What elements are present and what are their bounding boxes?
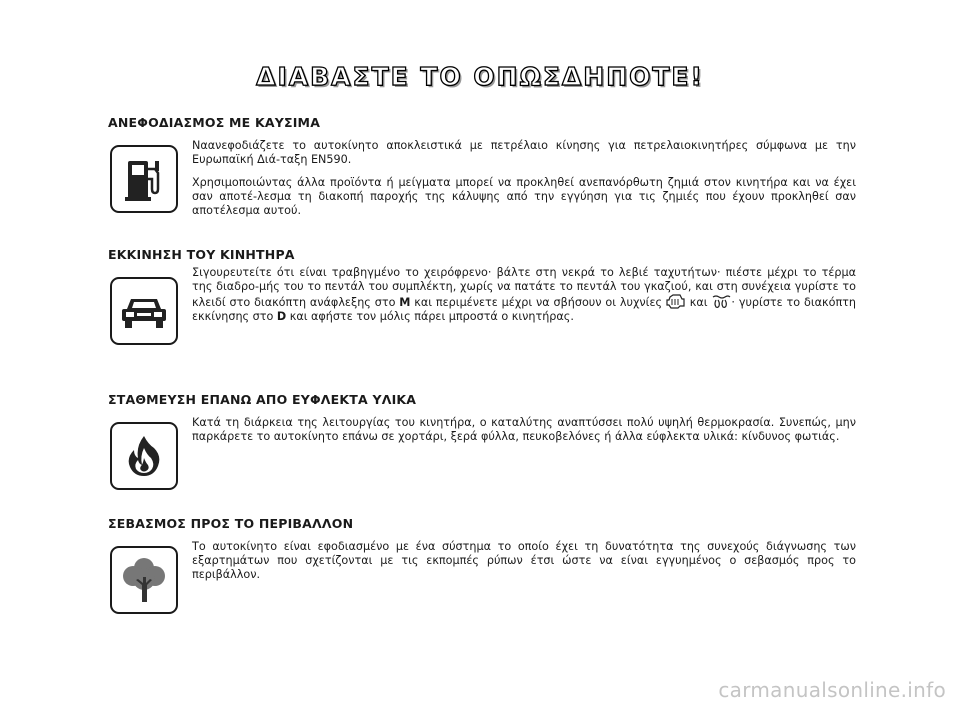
section-heading-parking: ΣΤΑΘΜΕΥΣΗ ΕΠΑΝΩ ΑΠΟ ΕΥΦΛΕΚΤΑ ΥΛΙΚΑ [108,392,417,407]
engine-paragraph [192,266,856,324]
parking-icon-box [110,422,178,490]
ignition-position-m: M [399,296,411,309]
fuel-paragraph-1: Ναανεφοδιάζετε το αυτοκίνητο αποκλειστικά με πετρέλαιο κίνησης για πετρελαιοκινητήρες σύμφωνα με την Ευρωπαϊκή Διά-ταξη EN590. [192,139,856,166]
car-icon [119,291,169,331]
engine-text-part-2: και περιμένετε μέχρι να σβήσουν οι λυχνίες [410,296,666,309]
fuel-paragraph-2: Χρησιμοποιώντας άλλα προϊόντα ή μείγματα μπορεί να προκληθεί ανεπανόρθωτη ζημιά στον κινητήρα και να έχει σαν αποτέ-λεσμα τη διακοπή παροχής της κάλυψης από την εγγύηση για τις ζημιές που έχουν προκληθεί σαν αποτέλεσμα αυτού. [192,176,856,217]
engine-icon-box [110,277,178,345]
engine-text-part-1: Σιγουρευτείτε ότι είναι τραβηγμένο το χειρόφρενο· βάλτε στη νεκρά το λεβιέ ταχυτήτων· πιέστε μέχρι το τέρμα της διαδρο-μής του το πεντάλ του συμπλέκτη, χωρίς να πατάτε το πεντάλ του γκαζιού, και στη συνέχεια γυρίστε το κλειδί στο διακόπτη ανάφλεξης στο [192,266,856,309]
glow-plug-icon [711,294,731,309]
ignition-position-d: D [276,310,287,323]
environment-paragraph: Το αυτοκίνητο είναι εφοδιασμένο με ένα σύστημα το οποίο έχει τη δυνατότητα της συνεχούς διάγνωσης των εξαρτημάτων που σχετίζονται με τις εκπομπές ρύπων έτσι ώστε να είναι εγγυημένος ο σεβασμός προς το περιβάλλον. [192,540,856,581]
parking-text [192,416,856,453]
environment-icon-box [110,546,178,614]
fire-icon [124,434,164,478]
page-title: ΔΙΑΒΑΣΤΕ ΤΟ ΟΠΩΣΔΗΠΟΤΕ! [256,62,704,91]
fuel-text [192,139,856,227]
engine-warning-light-icon [666,294,686,309]
engine-text-part-4: · γυρίστε το διακόπτη εκκίνησης στο [192,296,856,323]
section-heading-environment: ΣΕΒΑΣΜΟΣ ΠΡΟΣ ΤΟ ΠΕΡΙΒΑΛΛΟΝ [108,516,354,531]
section-heading-engine: ΕΚΚΙΝΗΣΗ ΤΟΥ ΚΙΝΗΤΗΡΑ [108,247,295,262]
section-heading-fuel: ΑΝΕΦΟΔΙΑΣΜΟΣ ΜΕ ΚΑΥΣΙΜΑ [108,115,321,130]
watermark: carmanualsonline.info [718,678,946,702]
tree-icon [121,555,167,605]
engine-text [192,266,856,333]
parking-paragraph: Κατά τη διάρκεια της λειτουργίας του κινητήρα, ο καταλύτης αναπτύσσει πολύ υψηλή θερμοκρασία. Συνεπώς, μην παρκάρετε το αυτοκίνητο επάνω σε χορτάρι, ξερά φύλλα, πευκοβελόνες ή άλλα εύφλεκτα υλικά: κίνδυνος φωτιάς. [192,416,856,443]
environment-text [192,540,856,591]
engine-text-part-5: και αφήστε τον μόλις πάρει μπροστά ο κινητήρας. [286,310,574,323]
fuel-icon-box [110,145,178,213]
fuel-pump-icon [122,155,166,203]
engine-text-part-3: και [685,296,712,309]
